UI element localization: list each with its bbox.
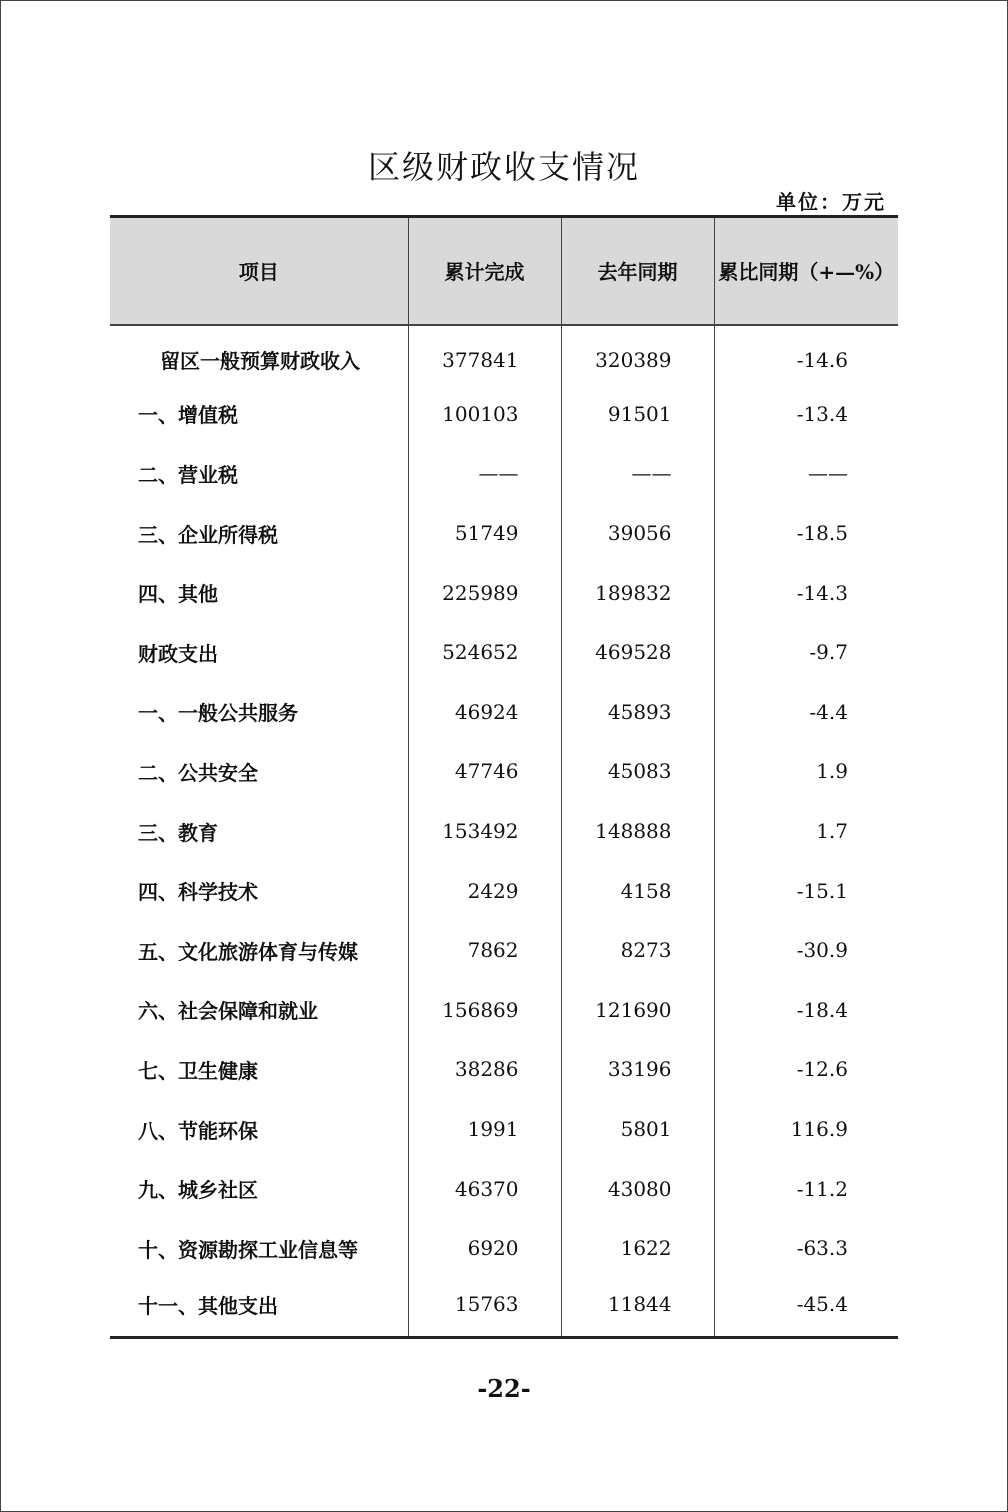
table-row	[110, 742, 898, 802]
row-change: -12.6	[714, 1040, 898, 1100]
row-cumulative: 153492	[408, 801, 561, 861]
row-change: 116.9	[714, 1099, 898, 1159]
row-cumulative: 2429	[408, 861, 561, 921]
row-change: -18.5	[714, 503, 898, 563]
row-change: -4.4	[714, 682, 898, 742]
row-name: 十一、其他支出	[110, 1278, 408, 1338]
finance-table	[110, 215, 898, 1339]
row-last-year: 8273	[561, 920, 714, 980]
row-last-year: 189832	[561, 563, 714, 623]
row-change: -14.6	[714, 325, 898, 385]
row-last-year: 43080	[561, 1159, 714, 1219]
row-cumulative: 46924	[408, 682, 561, 742]
row-last-year: 45893	[561, 682, 714, 742]
row-last-year: 121690	[561, 980, 714, 1040]
table-row	[110, 1278, 898, 1338]
row-cumulative: 100103	[408, 384, 561, 444]
row-last-year: 320389	[561, 325, 714, 385]
row-name: 四、其他	[138, 582, 218, 607]
row-last-year: 33196	[561, 1040, 714, 1100]
row-last-year: 5801	[561, 1099, 714, 1159]
page-number: -22-	[477, 1374, 531, 1403]
row-cumulative: 46370	[408, 1159, 561, 1219]
row-change: -9.7	[714, 622, 898, 682]
row-change: -11.2	[714, 1159, 898, 1219]
row-name: 五、文化旅游体育与传媒	[138, 939, 358, 964]
table-header-row	[110, 217, 898, 325]
row-last-year: 4158	[561, 861, 714, 921]
table-row	[110, 801, 898, 861]
table-row	[110, 920, 898, 980]
row-last-year: ——	[561, 444, 714, 504]
table-row	[110, 325, 898, 385]
row-cumulative: 15763	[408, 1278, 561, 1338]
row-change: 1.9	[714, 742, 898, 802]
row-change: -63.3	[714, 1218, 898, 1278]
row-name: 七、卫生健康	[138, 1058, 258, 1083]
row-last-year: 1622	[561, 1218, 714, 1278]
row-cumulative: 377841	[408, 325, 561, 385]
row-change: ——	[714, 444, 898, 504]
row-cumulative: 524652	[408, 622, 561, 682]
page-title: 区级财政收支情况	[367, 148, 640, 186]
row-cumulative: 7862	[408, 920, 561, 980]
row-change: -30.9	[714, 920, 898, 980]
table-row	[110, 682, 898, 742]
row-last-year: 11844	[561, 1278, 714, 1338]
row-change: -15.1	[714, 861, 898, 921]
table-row	[110, 980, 898, 1040]
table-row	[110, 1040, 898, 1100]
row-change: -14.3	[714, 563, 898, 623]
row-cumulative: 1991	[408, 1099, 561, 1159]
table-row	[110, 1099, 898, 1159]
header-cumulative: 累计完成	[408, 217, 561, 325]
row-last-year: 148888	[561, 801, 714, 861]
header-last-year: 去年同期	[561, 217, 714, 325]
row-name: 二、营业税	[138, 462, 238, 487]
header-item: 项目	[110, 217, 408, 325]
row-last-year: 91501	[561, 384, 714, 444]
row-name: 四、科学技术	[138, 880, 258, 905]
row-name: 八、节能环保	[138, 1118, 258, 1143]
row-cumulative: 156869	[408, 980, 561, 1040]
row-name: 六、社会保障和就业	[138, 999, 318, 1024]
table-row	[110, 563, 898, 623]
table-row	[110, 503, 898, 563]
table-row	[110, 1218, 898, 1278]
row-cumulative: ——	[408, 444, 561, 504]
row-change: -18.4	[714, 980, 898, 1040]
row-last-year: 39056	[561, 503, 714, 563]
row-name: 二、公共安全	[138, 760, 258, 785]
row-change: -13.4	[714, 384, 898, 444]
table-row	[110, 861, 898, 921]
row-name: 财政支出	[138, 641, 218, 666]
table-row	[110, 444, 898, 504]
row-change: 1.7	[714, 801, 898, 861]
row-last-year: 469528	[561, 622, 714, 682]
table-row	[110, 384, 898, 444]
header-change: 累比同期（+—%）	[714, 217, 898, 325]
row-name: 留区一般预算财政收入	[160, 349, 360, 374]
row-name: 九、城乡社区	[138, 1178, 258, 1203]
row-name: 三、企业所得税	[138, 522, 278, 547]
row-name: 三、教育	[138, 820, 218, 845]
row-name: 一、增值税	[138, 403, 238, 428]
row-name: 十、资源勘探工业信息等	[138, 1237, 358, 1262]
row-cumulative: 225989	[408, 563, 561, 623]
row-cumulative: 47746	[408, 742, 561, 802]
table-row	[110, 622, 898, 682]
table-row	[110, 1159, 898, 1219]
row-cumulative: 6920	[408, 1218, 561, 1278]
row-name: 一、一般公共服务	[138, 701, 298, 726]
row-cumulative: 51749	[408, 503, 561, 563]
unit-label: 单位：万元	[776, 190, 886, 214]
row-last-year: 45083	[561, 742, 714, 802]
row-cumulative: 38286	[408, 1040, 561, 1100]
row-change: -45.4	[714, 1278, 898, 1338]
